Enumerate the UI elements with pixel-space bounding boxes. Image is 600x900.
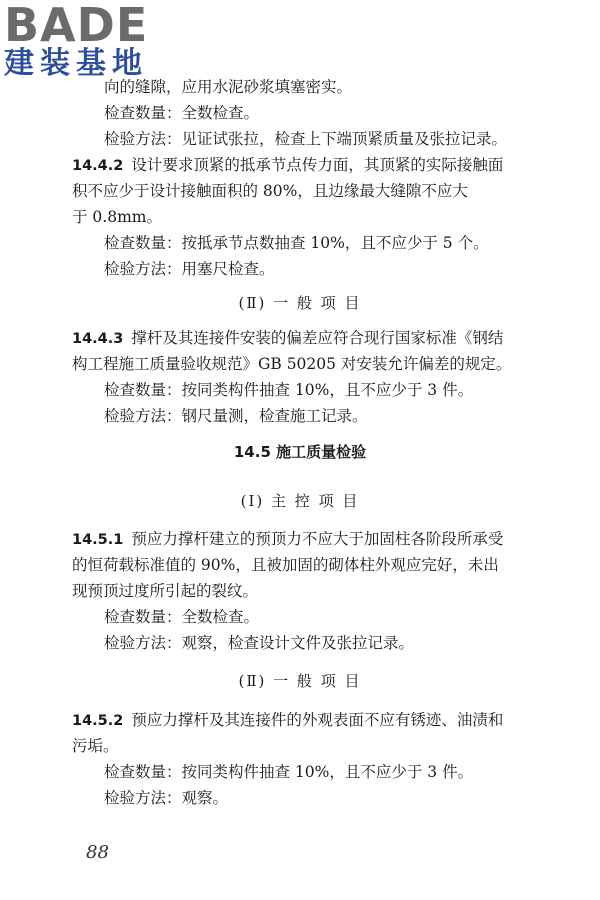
clause-text: 预应力撑杆及其连接件的外观表面不应有锈迹、油渍和 bbox=[131, 711, 504, 729]
check-quantity: 检查数量：按抵承节点数抽查 10%，且不应少于 5 个。 bbox=[104, 234, 489, 252]
subheading-main: (Ⅰ) 主 控 项 目 bbox=[240, 492, 360, 510]
text-line: 现预顶过度所引起的裂纹。 bbox=[72, 582, 259, 600]
logo-subtitle: 建装基地 bbox=[4, 46, 148, 81]
clause-text: 设计要求顶紧的抵承节点传力面，其顶紧的实际接触面 bbox=[131, 156, 504, 174]
section-title: 14.5 施工质量检验 bbox=[233, 443, 367, 461]
text-line: 向的缝隙，应用水泥砂浆填塞密实。 bbox=[104, 78, 353, 96]
check-quantity: 检查数量：按同类构件抽查 10%，且不应少于 3 件。 bbox=[104, 763, 474, 781]
page-number: 88 bbox=[86, 842, 109, 863]
clause-number: 14.4.2 bbox=[72, 158, 124, 174]
clause-number: 14.4.3 bbox=[72, 331, 124, 347]
check-method: 检验方法：钢尺量测，检查施工记录。 bbox=[104, 407, 368, 425]
check-quantity: 检查数量：按同类构件抽查 10%，且不应少于 3 件。 bbox=[104, 381, 474, 399]
clause-text: 预应力撑杆建立的预顶力不应大于加固柱各阶段所承受 bbox=[131, 530, 504, 548]
text-line: 污垢。 bbox=[72, 737, 119, 755]
clause-number: 14.5.2 bbox=[72, 713, 124, 729]
logo-text: BADE bbox=[4, 0, 149, 52]
text-line: 积不应少于设计接触面积的 80%，且边缘最大缝隙不应大 bbox=[72, 182, 468, 200]
check-method: 检验方法：用塞尺检查。 bbox=[104, 260, 275, 278]
check-method: 检验方法：见证试张拉，检查上下端顶紧质量及张拉记录。 bbox=[104, 130, 508, 148]
check-quantity: 检查数量：全数检查。 bbox=[104, 104, 260, 122]
clause-14-4-2 bbox=[0, 154, 600, 177]
check-method: 检验方法：观察，检查设计文件及张拉记录。 bbox=[104, 634, 415, 652]
subheading-general: (Ⅱ) 一 般 项 目 bbox=[238, 294, 362, 312]
subheading-general: (Ⅱ) 一 般 项 目 bbox=[238, 672, 362, 690]
check-method: 检验方法：观察。 bbox=[104, 789, 229, 807]
check-quantity: 检查数量：全数检查。 bbox=[104, 608, 260, 626]
text-line: 的恒荷载标准值的 90%，且被加固的砌体柱外观应完好，未出 bbox=[72, 556, 499, 574]
clause-number: 14.5.1 bbox=[72, 532, 124, 548]
text-line: 构工程施工质量验收规范》GB 50205 对安装允许偏差的规定。 bbox=[72, 355, 512, 373]
watermark-logo bbox=[4, 2, 148, 80]
text-line: 于 0.8mm。 bbox=[72, 208, 162, 226]
clause-text: 撑杆及其连接件安装的偏差应符合现行国家标准《钢结 bbox=[131, 329, 504, 347]
clause-14-5-2 bbox=[0, 709, 600, 732]
clause-14-4-3 bbox=[0, 327, 600, 350]
clause-14-5-1 bbox=[0, 528, 600, 551]
